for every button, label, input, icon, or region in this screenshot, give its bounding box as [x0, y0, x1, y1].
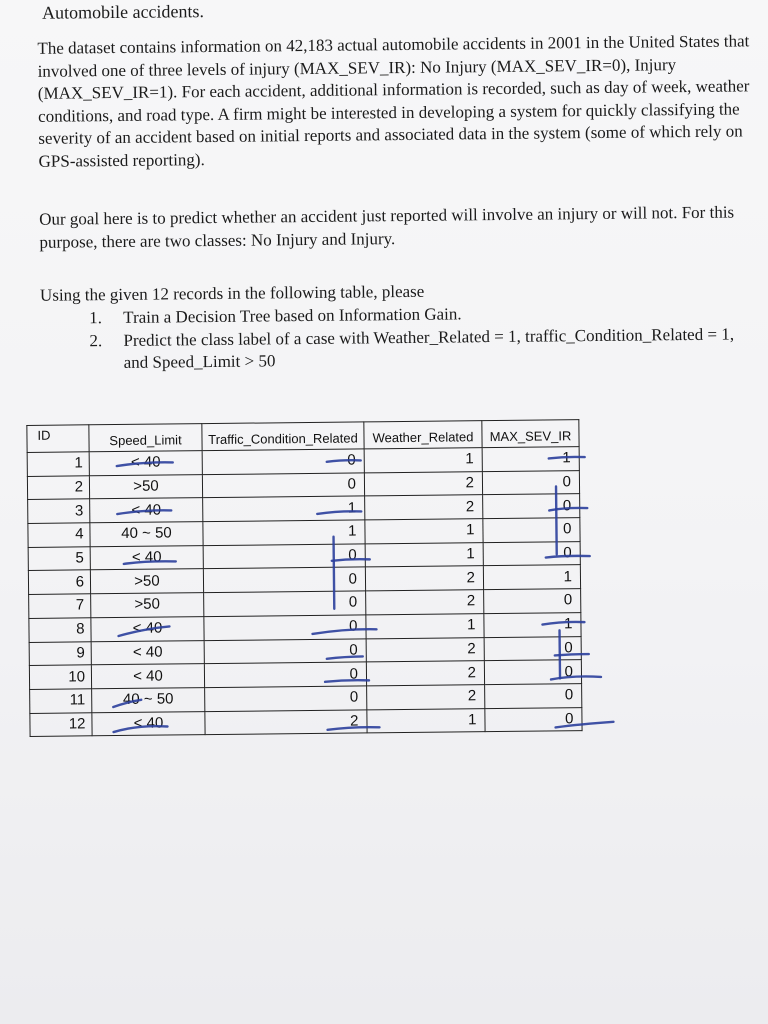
cell-traffic-condition-related: 0: [202, 473, 364, 498]
cell-speed-limit: < 40: [89, 451, 202, 476]
header-traffic-condition-related: Traffic_Condition_Related: [202, 422, 364, 451]
cell-traffic-condition-related: 2: [205, 709, 367, 734]
cell-id: 1: [27, 452, 89, 476]
cell-id: 6: [28, 570, 90, 594]
header-speed-limit: Speed_Limit: [89, 424, 202, 452]
cell-max-sev-ir: 0: [484, 636, 581, 661]
cell-weather-related: 1: [364, 448, 482, 473]
cell-weather-related: 1: [365, 519, 483, 544]
cell-speed-limit: 40 ~ 50: [92, 687, 205, 712]
cell-speed-limit: >50: [89, 474, 202, 499]
cell-max-sev-ir: 0: [483, 518, 580, 543]
cell-max-sev-ir: 0: [485, 684, 582, 709]
cell-traffic-condition-related: 0: [205, 686, 367, 711]
header-weather-related: Weather_Related: [364, 421, 482, 449]
cell-weather-related: 2: [366, 637, 484, 662]
task-item: [89, 323, 749, 375]
cell-traffic-condition-related: 0: [203, 544, 365, 569]
cell-traffic-condition-related: 0: [204, 638, 366, 663]
cell-max-sev-ir: 0: [484, 589, 581, 614]
intro-paragraph: The dataset contains information on 42,183 actual automobile accidents in 2001 in the United States that involved one of three levels of injury (MAX_SEV_IR): No Injury (MAX_SEV_IR=0), Injury (MAX_SEV_IR=1). For each accident, additional information is recorded, such as day of week, weather conditions, and road type. A firm might be interested in developing a system for quickly classifying the severity of an accident based on initial reports and associated data in the system (some of which rely on GPS-assisted reporting).: [37, 31, 750, 171]
cell-weather-related: 2: [364, 471, 482, 496]
goal-paragraph: Our goal here is to predict whether an accident just reported will involve an injury or will not. For this purpose, there are two classes: No Injury and Injury.: [39, 202, 735, 252]
cell-max-sev-ir: 0: [482, 470, 579, 495]
cell-max-sev-ir: 0: [485, 707, 582, 732]
cell-max-sev-ir: 0: [483, 541, 580, 566]
cell-traffic-condition-related: 0: [203, 567, 365, 592]
cell-traffic-condition-related: 1: [203, 520, 365, 545]
cell-id: 2: [27, 475, 89, 499]
cell-traffic-condition-related: 0: [204, 662, 366, 687]
task-text: Train a Decision Tree based on Information Gain.: [123, 304, 462, 327]
cell-traffic-condition-related: 1: [203, 496, 365, 521]
header-id: ID: [27, 425, 89, 453]
cell-speed-limit: < 40: [91, 640, 204, 665]
header-max-sev-ir: MAX_SEV_IR: [482, 420, 579, 448]
instructions-lead: Using the given 12 records in the following table, please: [39, 281, 425, 305]
cell-id: 10: [29, 665, 91, 689]
document-title: Automobile accidents.: [41, 1, 205, 23]
cell-max-sev-ir: 1: [484, 612, 581, 637]
cell-weather-related: 1: [367, 708, 485, 733]
task-number: 1.: [89, 308, 103, 328]
cell-weather-related: 1: [365, 542, 483, 567]
cell-traffic-condition-related: 0: [204, 591, 366, 616]
cell-id: 5: [28, 547, 90, 571]
cell-speed-limit: 40 ~ 50: [90, 522, 203, 547]
cell-max-sev-ir: 1: [483, 565, 580, 590]
cell-traffic-condition-related: 0: [202, 449, 364, 474]
task-number: 2.: [89, 330, 103, 350]
accident-records-table: [26, 419, 582, 737]
cell-weather-related: 2: [365, 566, 483, 591]
cell-speed-limit: >50: [91, 593, 204, 618]
cell-weather-related: 1: [366, 613, 484, 638]
cell-traffic-condition-related: 0: [204, 615, 366, 640]
task-list: [89, 300, 750, 374]
cell-speed-limit: < 40: [91, 616, 204, 641]
cell-id: 9: [29, 641, 91, 665]
cell-speed-limit: < 40: [92, 711, 205, 736]
cell-weather-related: 2: [366, 661, 484, 686]
cell-max-sev-ir: 1: [482, 447, 579, 472]
cell-max-sev-ir: 0: [483, 494, 580, 519]
cell-id: 12: [30, 712, 92, 736]
cell-weather-related: 2: [366, 590, 484, 615]
cell-id: 11: [30, 689, 92, 713]
table-row: [30, 707, 582, 736]
cell-id: 3: [28, 499, 90, 523]
cell-id: 4: [28, 523, 90, 547]
cell-max-sev-ir: 0: [484, 660, 581, 685]
cell-id: 8: [29, 618, 91, 642]
table-body: [27, 447, 582, 737]
cell-weather-related: 2: [367, 685, 485, 710]
cell-id: 7: [29, 594, 91, 618]
cell-speed-limit: >50: [90, 569, 203, 594]
cell-weather-related: 2: [365, 495, 483, 520]
cell-speed-limit: < 40: [90, 545, 203, 570]
task-text: Predict the class label of a case with Weather_Related = 1, traffic_Condition_Related = 1, and Speed_Limit > 50: [123, 324, 735, 372]
cell-speed-limit: < 40: [91, 664, 204, 689]
cell-speed-limit: < 40: [90, 498, 203, 523]
